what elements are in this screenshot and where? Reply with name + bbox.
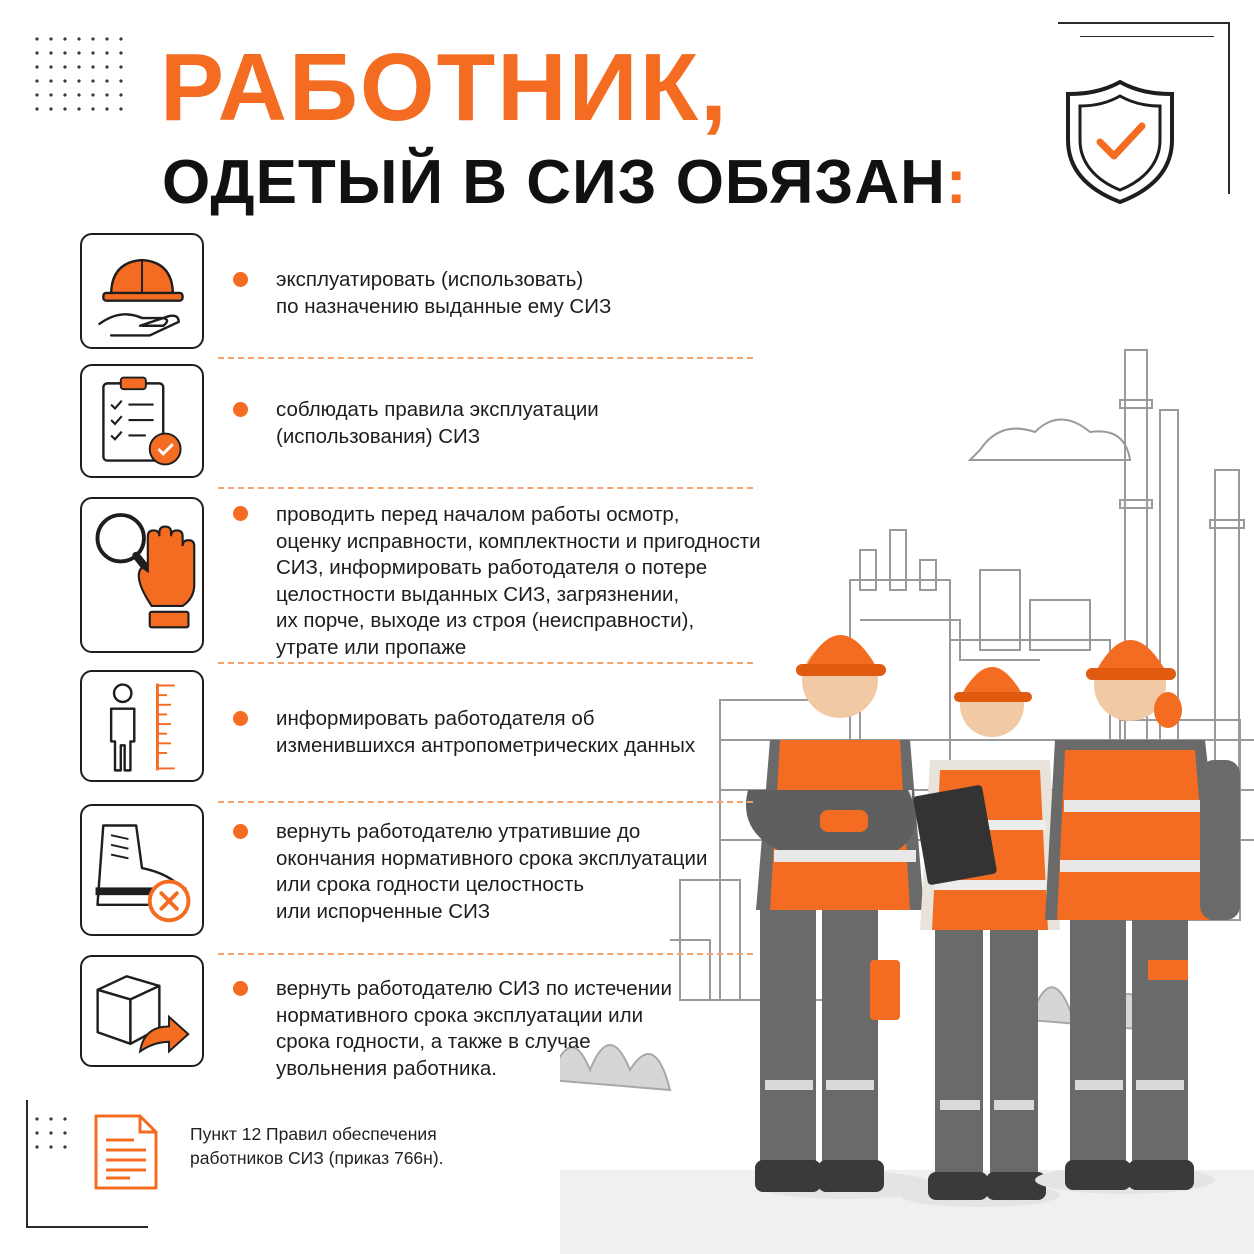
- divider-5: [218, 953, 753, 955]
- item-icon-box-1: [80, 233, 204, 349]
- divider-1: [218, 357, 753, 359]
- bullet-1: [233, 272, 248, 287]
- divider-4: [218, 801, 753, 803]
- item-icon-box-4: [80, 670, 204, 782]
- person-ruler-icon: [82, 672, 202, 780]
- shield-check-icon: [1062, 78, 1178, 206]
- magnifier-glove-icon: [82, 499, 202, 651]
- item-text-2: соблюдать правила эксплуатации (использования) СИЗ: [276, 398, 599, 448]
- title-colon: :: [945, 148, 968, 217]
- item-text-4: информировать работодателя об изменившихся антропометрических данных: [276, 707, 696, 757]
- bullet-6: [233, 981, 248, 996]
- box-return-icon: [82, 957, 202, 1065]
- item-icon-box-2: [80, 364, 204, 478]
- boot-cancel-icon: [82, 806, 202, 934]
- bullet-5: [233, 824, 248, 839]
- source-reference: Пункт 12 Правил обеспечения работников СИЗ (приказ 766н).: [190, 1124, 444, 1168]
- item-text-3: проводить перед началом работы осмотр, оценку исправности, комплектности и пригодности СИЗ, информировать работодателя о потере целостности выданных СИЗ, загрязнении, их порче, выходе из строя (неисправности), утрате или пропаже: [276, 503, 761, 659]
- helmet-hand-icon: [82, 235, 202, 347]
- divider-2: [218, 487, 753, 489]
- bullet-3: [233, 506, 248, 521]
- bullet-4: [233, 711, 248, 726]
- title-line-2: [162, 148, 968, 217]
- dot-pattern-bottom: [30, 1112, 74, 1156]
- item-icon-box-5: [80, 804, 204, 936]
- title-line-1: РАБОТНИК,: [160, 34, 729, 141]
- workers-illustration: [560, 320, 1254, 1254]
- item-text-5: вернуть работодателю утратившие до окончания нормативного срока эксплуатации или срока годности целостность или испорченные СИЗ: [276, 820, 708, 923]
- dot-pattern-top: [30, 32, 130, 112]
- item-icon-box-6: [80, 955, 204, 1067]
- title-line-2-text: ОДЕТЫЙ В СИЗ ОБЯЗАН: [162, 148, 946, 217]
- item-icon-box-3: [80, 497, 204, 653]
- checklist-icon: [82, 366, 202, 476]
- document-icon: [90, 1112, 162, 1192]
- item-text-1: эксплуатировать (использовать) по назначению выданные ему СИЗ: [276, 268, 612, 318]
- bullet-2: [233, 402, 248, 417]
- item-text-6: вернуть работодателю СИЗ по истечении нормативного срока эксплуатации или срока годности, а также в случае увольнения работника.: [276, 977, 672, 1080]
- divider-3: [218, 662, 753, 664]
- corner-frame-top-inner: [1080, 36, 1214, 41]
